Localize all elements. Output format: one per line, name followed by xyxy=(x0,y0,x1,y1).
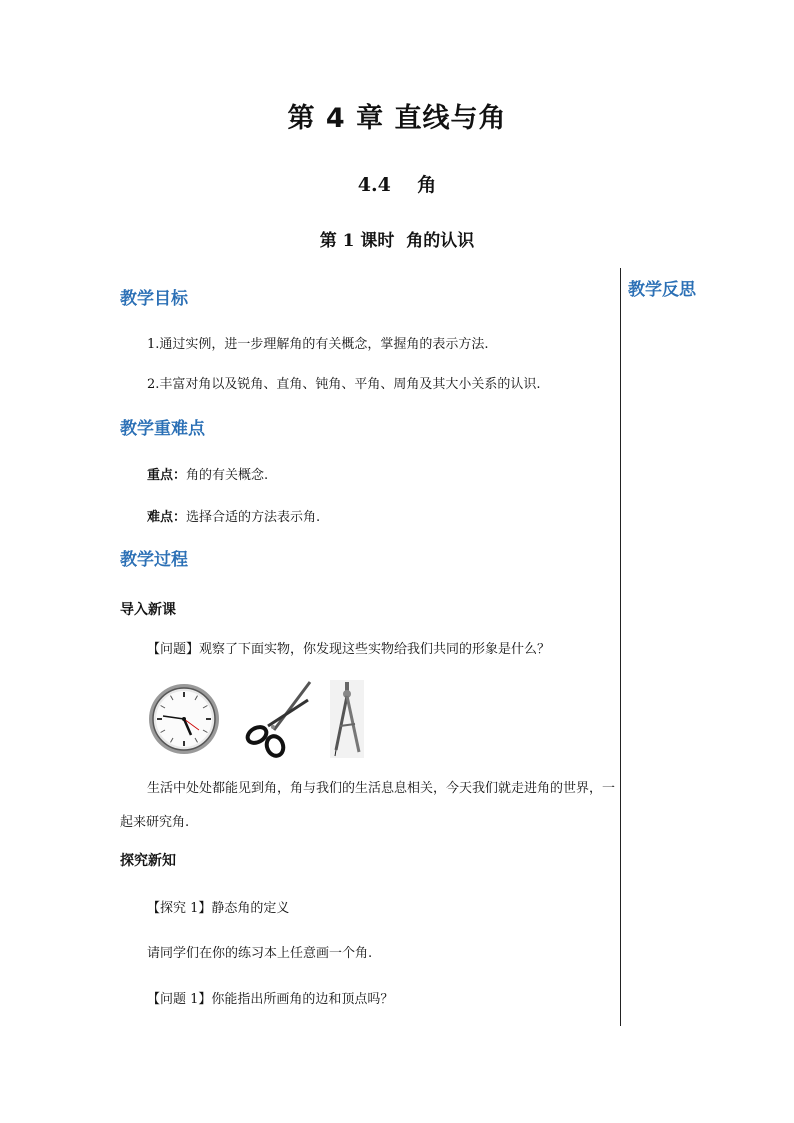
chapter-title: 第 4 章 直线与角 xyxy=(287,103,507,134)
reflection-label: 教学反思 xyxy=(628,280,696,300)
key-points-heading: 教学重难点 xyxy=(120,419,205,439)
clock-icon xyxy=(147,680,221,758)
focus-text: 角的有关概念. xyxy=(186,468,269,483)
difficulty-text: 选择合适的方法表示角. xyxy=(186,510,321,525)
intro-question: 【问题】观察了下面实物，你发现这些实物给我们共同的形象是什么？ xyxy=(147,642,551,657)
compass-icon xyxy=(330,680,364,758)
explore-instruction: 请同学们在你的练习本上任意画一个角. xyxy=(147,946,373,961)
scissors-icon xyxy=(244,680,312,758)
focus-line xyxy=(147,464,268,483)
section-title: 4.4 角 xyxy=(357,174,437,196)
explore-question: 【问题 1】你能指出所画角的边和顶点吗？ xyxy=(147,992,394,1007)
objective-item: 1.通过实例，进一步理解角的有关概念，掌握角的表示方法. xyxy=(147,337,489,352)
focus-label: 重点： xyxy=(147,468,187,483)
margin-divider xyxy=(620,268,621,1026)
process-heading: 教学过程 xyxy=(120,550,188,570)
intro-heading: 导入新课 xyxy=(120,602,176,618)
explore-heading: 探究新知 xyxy=(120,853,176,869)
objectives-heading: 教学目标 xyxy=(120,289,188,309)
difficulty-line xyxy=(147,506,320,525)
difficulty-label: 难点： xyxy=(147,510,187,525)
lesson-title: 第 1 课时 角的认识 xyxy=(319,231,475,251)
intro-paragraph: 生活中处处都能见到角，角与我们的生活息息相关，今天我们就走进角的世界，一起来研究角. xyxy=(120,781,616,830)
explore-item: 【探究 1】静态角的定义 xyxy=(147,901,290,916)
objective-item: 2.丰富对角以及锐角、直角、钝角、平角、周角及其大小关系的认识. xyxy=(147,377,541,392)
